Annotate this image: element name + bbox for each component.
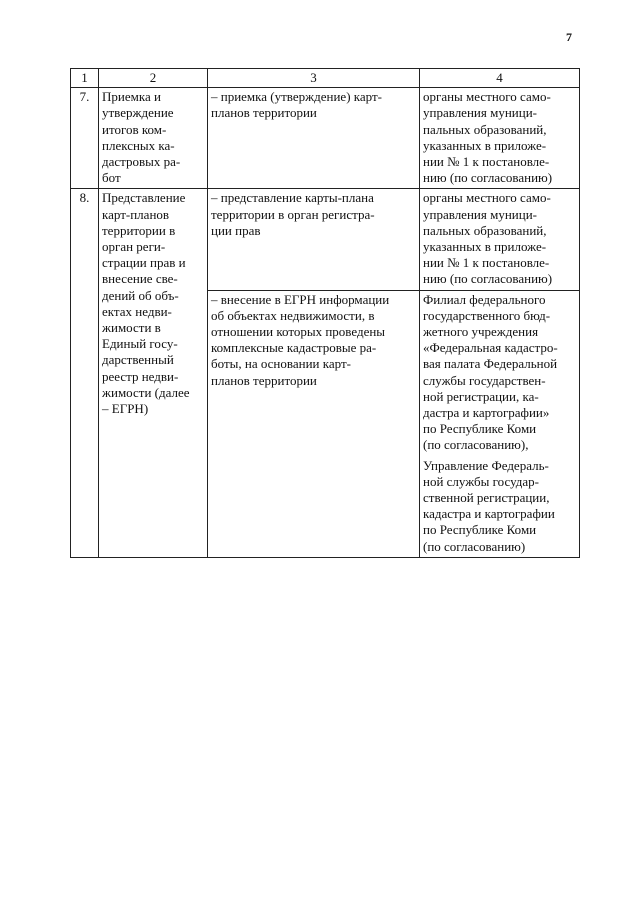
text-line: – представление карты-плана [211,190,374,206]
text-line: по Республике Коми [423,421,537,437]
table-header-row [71,69,580,88]
text-line: дений об объ- [102,287,179,303]
stage-cell [99,88,208,189]
text-line: реестр недви- [102,368,179,384]
action-cell [208,88,420,189]
text-line: Представление [102,190,186,206]
text-line: управления муници- [423,105,537,121]
text-line: пальных образований, [423,121,547,137]
text-line: указанных в приложе- [423,137,547,153]
text-line: боты, на основании карт- [211,356,351,372]
text-line: дарственный [102,352,174,368]
text-line: планов территории [211,372,317,388]
row-number: 7. [71,88,99,189]
text-line: нию (по согласованию) [423,170,553,186]
text-line: органы местного само- [423,190,551,206]
text-line: жимости в [102,320,161,336]
schedule-table [70,68,580,558]
text-line: указанных в приложе- [423,239,547,255]
text-line: итогов ком- [102,121,167,137]
text-line: жетного учреждения [423,324,539,340]
text-line: Приемка и [102,89,161,105]
text-line: – приемка (утверждение) карт- [211,89,382,105]
text-line: ной регистрации, ка- [423,388,539,404]
text-line: кадастра и картографии [423,506,555,522]
text-line: пальных образований, [423,222,547,238]
text-line: отношении которых проведены [211,324,386,340]
text-line: жимости (далее [102,384,190,400]
text-line: ектах недви- [102,303,172,319]
text-line: комплексные кадастровые ра- [211,340,377,356]
text-line: внесение све- [102,271,178,287]
text-line: службы государствен- [423,372,546,388]
text-line: утверждение [102,105,174,121]
text-line: управления муници- [423,206,537,222]
executor-entry-2 [423,458,576,555]
text-line: карт-планов [102,206,170,222]
text-line: территории в орган регистра- [211,206,375,222]
action-cell [208,189,420,290]
text-line: нии № 1 к постановле- [423,255,550,271]
text-line: орган реги- [102,239,166,255]
text-line: государственного бюд- [423,307,551,323]
text-line: плексных ка- [102,137,175,153]
table-row [71,88,580,189]
text-line: Управление Федераль- [423,457,549,473]
executor-cell [420,88,580,189]
text-line: Единый госу- [102,336,178,352]
text-line: (по согласованию), [423,437,529,453]
text-line: ной службы государ- [423,473,539,489]
executor-cell [420,290,580,557]
text-line: страции прав и [102,255,186,271]
text-line: вая палата Федеральной [423,356,558,372]
header-col-1: 1 [71,69,99,88]
text-line: нии № 1 к постановле- [423,154,550,170]
executor-cell [420,189,580,290]
row-number: 8. [71,189,99,557]
text-line: об объектах недвижимости, в [211,307,375,323]
text-line: нию (по согласованию) [423,271,553,287]
action-cell [208,290,420,557]
text-line: планов территории [211,105,317,121]
text-line: территории в [102,222,176,238]
table-row [71,189,580,290]
text-line: Филиал федерального [423,291,546,307]
executor-entry-1 [423,292,576,454]
header-col-3: 3 [208,69,420,88]
text-line: по Республике Коми [423,522,537,538]
text-line: – внесение в ЕГРН информации [211,291,390,307]
text-line: «Федеральная кадастро- [423,340,558,356]
text-line: ственной регистрации, [423,490,550,506]
stage-cell [99,189,208,557]
header-col-2: 2 [99,69,208,88]
text-line: (по согласованию) [423,538,526,554]
text-line: дастра и картографии» [423,405,550,421]
text-line: – ЕГРН) [102,401,149,417]
text-line: дастровых ра- [102,154,181,170]
page-number: 7 [566,30,572,44]
header-col-4: 4 [420,69,580,88]
text-line: ции прав [211,222,261,238]
text-line: органы местного само- [423,89,551,105]
text-line: бот [102,170,121,186]
